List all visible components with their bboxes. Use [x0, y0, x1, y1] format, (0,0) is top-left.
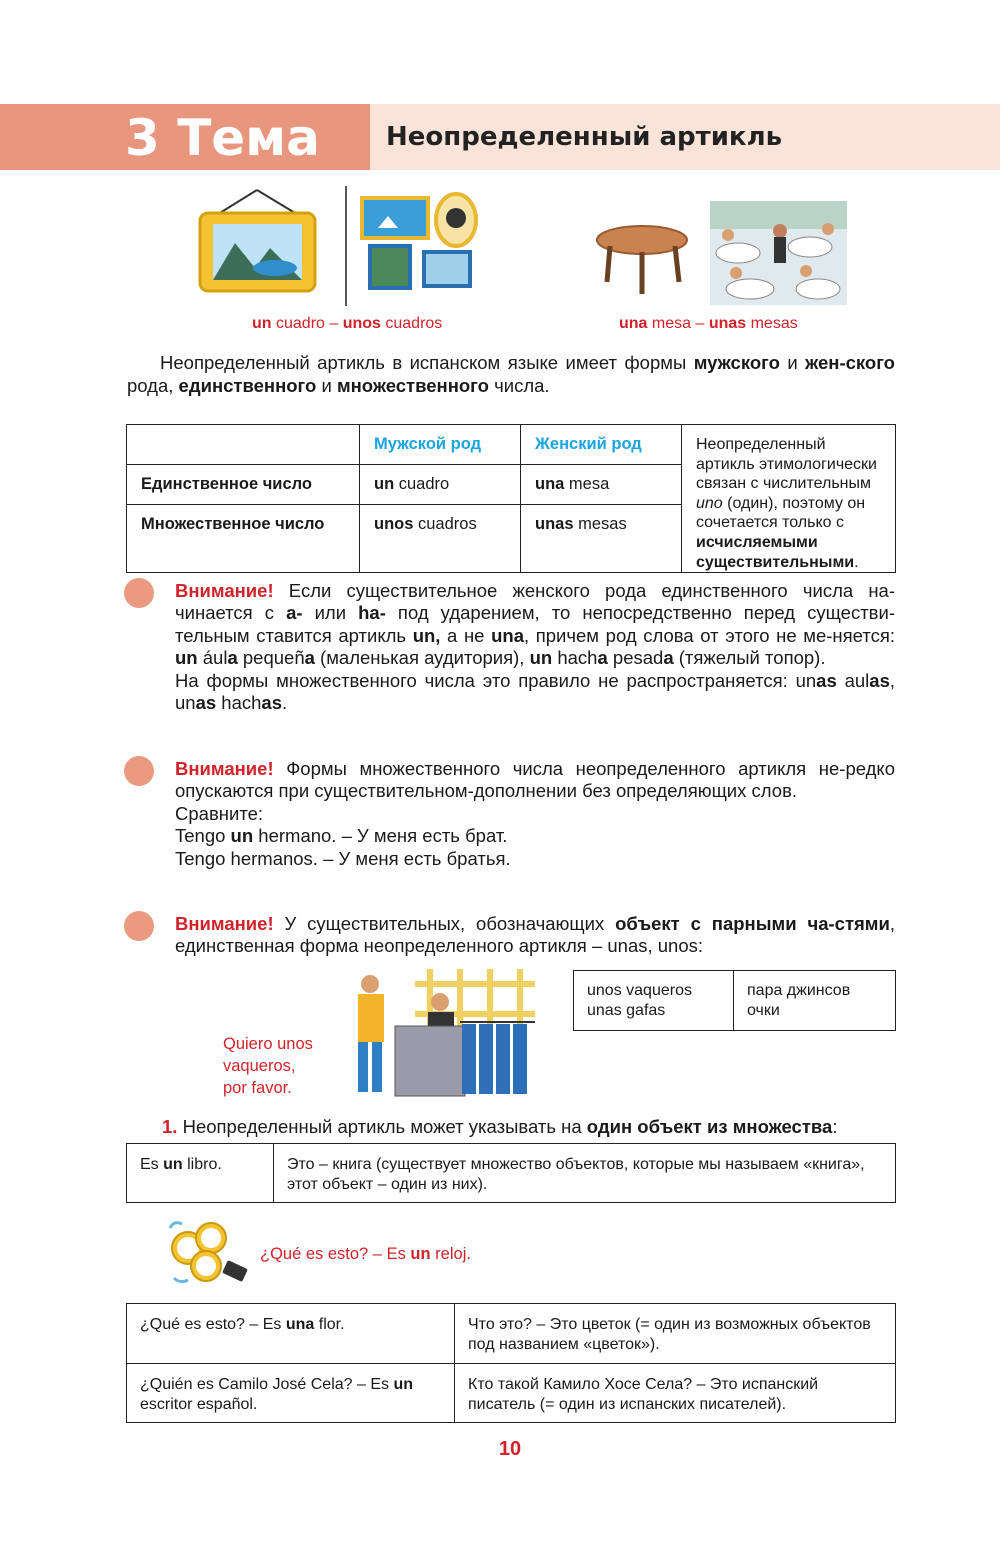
header-masculine: Мужской род	[360, 425, 521, 465]
note-plural-omission: Внимание! Формы множественного числа неопределенного артикля не-редко опускаются при существительном-дополнении без определяющих слов. Сравните: Tengo un hermano. – У меня есть брат. Tengo hermanos. – У меня есть братья.	[175, 758, 895, 869]
paired-nouns-table	[573, 970, 896, 1031]
wall-pictures-illustration	[358, 190, 483, 295]
note-paired-objects: Внимание! У существительных, обозначающих объект с парными ча-стями, единственная форма неопределенного артикля – unas, unos:	[175, 913, 895, 957]
caption-mesa: una mesa – unas mesas	[619, 315, 798, 332]
cell-una-mesa: una mesa	[521, 465, 682, 505]
rule-one: 1. Неопределенный артикль может указывать на один объект из множества:	[162, 1116, 838, 1137]
cell-unos-cuadros: unos cuadros	[360, 505, 521, 573]
example-es-cela: ¿Quién es Camilo José Cela? – Es un escritor español.	[127, 1364, 455, 1423]
example-ru-libro: Это – книга (существует множество объектов, которые мы называем «книга», этот объект – один из них).	[274, 1144, 896, 1203]
topic-number: 3 Тема	[125, 109, 320, 167]
shop-speech: Quiero unos vaqueros, por favor.	[223, 1035, 313, 1097]
paired-russian: пара джинсов очки	[734, 971, 896, 1031]
round-table-illustration	[595, 222, 690, 297]
note-bullet	[124, 756, 154, 786]
cell-unas-mesas: unas mesas	[521, 505, 682, 573]
picture-divider	[345, 186, 347, 306]
example-es-flor: ¿Qué es esto? – Es una flor.	[127, 1304, 455, 1364]
example-ru-cela: Кто такой Камило Хосе Села? – Это испанский писатель (= один из испанских писателей).	[455, 1364, 896, 1423]
note-bullet	[124, 911, 154, 941]
row-plural-label: Множественное число	[127, 505, 360, 573]
clock-caption: ¿Qué es esto? – Es un reloj.	[260, 1245, 471, 1263]
article-forms-table	[126, 424, 896, 573]
example-es-libro: Es un libro.	[127, 1144, 274, 1203]
paired-spanish: unos vaqueros unas gafas	[574, 971, 734, 1031]
row-singular-label: Единственное число	[127, 465, 360, 505]
note-a-ha-rule: Внимание! Если существительное женского рода единственного числа на-чинается с a- или ha- под ударением, то непосредственно перед существи-тельным ставится артикль un, а не una, причем род слова от этого не ме-няется: un áula pequeña (маленькая аудитория), un hacha pesada (тяжелый топор). На формы множественного числа это правило не распространяется: unas aulas, unas hachas.	[175, 580, 895, 714]
restaurant-illustration	[710, 201, 847, 305]
example-ru-flor: Что это? – Это цветок (= один из возможных объектов под названием «цветок»).	[455, 1304, 896, 1364]
note-bullet	[124, 578, 154, 608]
caption-cuadro: un cuadro – unos cuadros	[252, 315, 443, 332]
framed-picture-illustration	[195, 188, 320, 298]
jeans-shop-illustration	[340, 964, 540, 1099]
libro-example-table	[126, 1143, 896, 1203]
etymology-note: Неопределенный артикль этимологически связан с числительным uno (один), поэтому он сочетается только с исчисляемыми существительными.	[682, 425, 896, 573]
intro-paragraph: Неопределенный артикль в испанском языке имеет формы мужского и жен-ского рода, единственного и множественного числа.	[127, 352, 895, 396]
clock-illustration	[166, 1218, 256, 1288]
cell-un-cuadro: un cuadro	[360, 465, 521, 505]
page-number: 10	[498, 1438, 522, 1460]
page-title: Неопределенный артикль	[386, 122, 783, 152]
examples-table	[126, 1303, 896, 1423]
header-feminine: Женский род	[521, 425, 682, 465]
